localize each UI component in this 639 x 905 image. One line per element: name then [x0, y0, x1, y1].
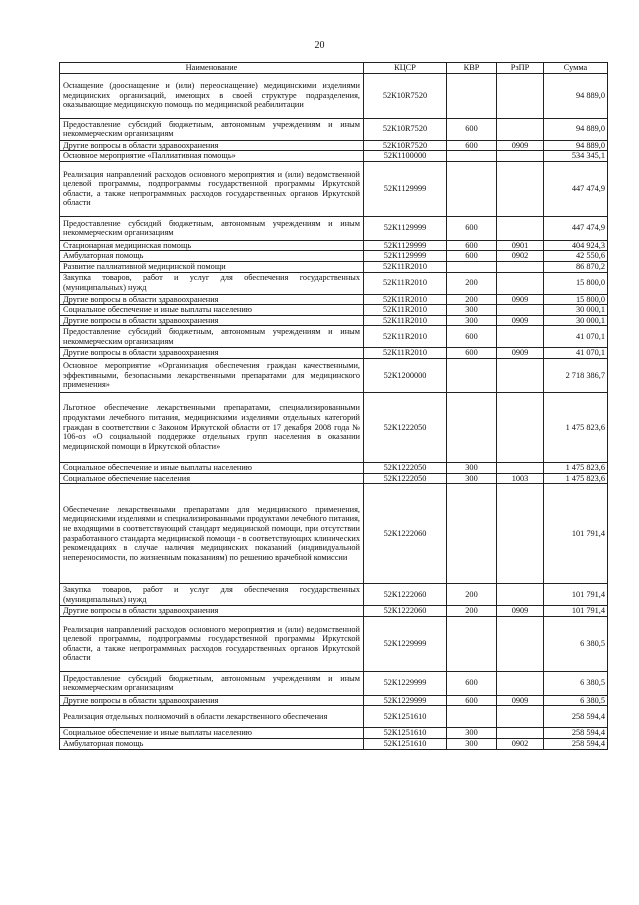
- row-kcsr: 52К1251610: [364, 738, 447, 749]
- table-row: [60, 118, 608, 140]
- table-row: [60, 695, 608, 706]
- row-sum: 447 474,9: [544, 216, 608, 240]
- header-kcsr: КЦСР: [364, 63, 447, 74]
- row-kcsr: 52К1129999: [364, 251, 447, 262]
- table-row: [60, 728, 608, 739]
- row-sum: 101 791,4: [544, 484, 608, 584]
- row-kcsr: 52К1129999: [364, 216, 447, 240]
- table-row: [60, 473, 608, 484]
- table-row: [60, 706, 608, 728]
- row-sum: 258 594,4: [544, 706, 608, 728]
- table-body: [60, 73, 608, 749]
- row-kvr: 200: [447, 294, 497, 305]
- row-kcsr: 52К1222050: [364, 473, 447, 484]
- row-kvr: [447, 392, 497, 462]
- table-row: [60, 358, 608, 392]
- row-kcsr: 52К10R7520: [364, 118, 447, 140]
- row-kvr: 600: [447, 251, 497, 262]
- row-name: Обеспечение лекарственными препаратами для медицинского применения, медицинскими изделиями и специализированными продуктами лечебного питания, не входящими в соответствующий стандарт медицинской помощи, при отсутствии разработанного стандарта медицинской помощи - в соответствующих клинических рекомендациях в случае наличия медицинских показаний (индивидуальной непереносимости, по жизненным показаниям) по решению врачебной комиссии: [60, 484, 364, 584]
- row-name: Предоставление субсидий бюджетным, автономным учреждениям и иным некоммерческим организациям: [60, 118, 364, 140]
- row-name: Социальное обеспечение и иные выплаты населению: [60, 728, 364, 739]
- row-name: Основное мероприятие «Паллиативная помощь»: [60, 151, 364, 162]
- row-sum: 1 475 823,6: [544, 462, 608, 473]
- header-kvr: КВР: [447, 63, 497, 74]
- row-rzpr: 0909: [497, 348, 544, 359]
- row-sum: 534 345,1: [544, 151, 608, 162]
- table-row: [60, 348, 608, 359]
- row-sum: 30 000,1: [544, 315, 608, 326]
- row-sum: 6 380,5: [544, 695, 608, 706]
- row-sum: 30 000,1: [544, 305, 608, 316]
- row-kcsr: 52К1229999: [364, 671, 447, 695]
- row-sum: 41 070,1: [544, 348, 608, 359]
- table-row: [60, 151, 608, 162]
- row-rzpr: [497, 118, 544, 140]
- table-row: [60, 240, 608, 251]
- row-kcsr: 52К1229999: [364, 695, 447, 706]
- table-row: [60, 305, 608, 316]
- table-row: [60, 616, 608, 671]
- row-kcsr: 52К1229999: [364, 616, 447, 671]
- row-kcsr: 52К11R2010: [364, 348, 447, 359]
- row-sum: 447 474,9: [544, 161, 608, 216]
- row-rzpr: [497, 326, 544, 348]
- row-kvr: 600: [447, 140, 497, 151]
- row-name: Другие вопросы в области здравоохранения: [60, 140, 364, 151]
- row-rzpr: 1003: [497, 473, 544, 484]
- row-kcsr: 52К1222060: [364, 484, 447, 584]
- row-kcsr: 52К11R2010: [364, 261, 447, 272]
- row-rzpr: 0909: [497, 294, 544, 305]
- header-rzpr: РзПР: [497, 63, 544, 74]
- table-row: [60, 392, 608, 462]
- table-row: [60, 294, 608, 305]
- row-name: Основное мероприятие «Организация обеспечения граждан качественными, эффективными, безопасными лекарственными препаратами для медицинского применения»: [60, 358, 364, 392]
- table-row: [60, 326, 608, 348]
- row-kvr: [447, 161, 497, 216]
- row-sum: 404 924,3: [544, 240, 608, 251]
- row-kvr: [447, 616, 497, 671]
- table-row: [60, 484, 608, 584]
- row-name: Реализация отдельных полномочий в области лекарственного обеспечения: [60, 706, 364, 728]
- row-kvr: [447, 706, 497, 728]
- page-number: 20: [314, 40, 325, 51]
- row-sum: 94 889,0: [544, 140, 608, 151]
- row-rzpr: [497, 73, 544, 118]
- row-name: Льготное обеспечение лекарственными препаратами, специализированными продуктами лечебного питания, медицинскими изделиями отдельных категорий граждан в соответствии с Законом Иркутской области от 17 декабря 2008 года № 106-оз «О социальной поддержке отдельных групп населения в оказании медицинской помощи в Иркутской области»: [60, 392, 364, 462]
- row-kvr: [447, 358, 497, 392]
- row-kvr: 300: [447, 462, 497, 473]
- row-kvr: 200: [447, 272, 497, 294]
- row-kcsr: 52К11R2010: [364, 305, 447, 316]
- header-name: Наименование: [60, 63, 364, 74]
- row-rzpr: 0902: [497, 251, 544, 262]
- row-kvr: 600: [447, 695, 497, 706]
- row-kcsr: 52К11R2010: [364, 326, 447, 348]
- row-kvr: 600: [447, 348, 497, 359]
- row-rzpr: [497, 584, 544, 606]
- row-kcsr: 52К1100000: [364, 151, 447, 162]
- row-name: Другие вопросы в области здравоохранения: [60, 294, 364, 305]
- row-kvr: 300: [447, 728, 497, 739]
- row-sum: 94 889,0: [544, 118, 608, 140]
- row-kvr: 300: [447, 473, 497, 484]
- row-name: Закупка товаров, работ и услуг для обеспечения государственных (муниципальных) нужд: [60, 584, 364, 606]
- row-name: Амбулаторная помощь: [60, 738, 364, 749]
- row-kcsr: 52К11R2010: [364, 294, 447, 305]
- row-kvr: 300: [447, 315, 497, 326]
- row-kcsr: 52К10R7520: [364, 73, 447, 118]
- row-sum: 258 594,4: [544, 738, 608, 749]
- row-rzpr: [497, 261, 544, 272]
- row-rzpr: [497, 272, 544, 294]
- row-name: Другие вопросы в области здравоохранения: [60, 695, 364, 706]
- table-row: [60, 671, 608, 695]
- row-kcsr: 52К1251610: [364, 728, 447, 739]
- table-row: [60, 140, 608, 151]
- row-kcsr: 52К10R7520: [364, 140, 447, 151]
- row-kcsr: 52К1222050: [364, 462, 447, 473]
- table-row: [60, 462, 608, 473]
- table-row: [60, 606, 608, 617]
- row-name: Предоставление субсидий бюджетным, автономным учреждениям и иным некоммерческим организациям: [60, 326, 364, 348]
- row-name: Реализация направлений расходов основного мероприятия и (или) ведомственной целевой программы, подпрограммы государственной программы Иркутской области, а также непрограммных расходов государственных органов Иркутской области: [60, 616, 364, 671]
- row-rzpr: 0909: [497, 606, 544, 617]
- row-name: Амбулаторная помощь: [60, 251, 364, 262]
- row-rzpr: [497, 484, 544, 584]
- row-rzpr: 0909: [497, 315, 544, 326]
- row-name: Предоставление субсидий бюджетным, автономным учреждениям и иным некоммерческим организациям: [60, 216, 364, 240]
- row-kcsr: 52К11R2010: [364, 272, 447, 294]
- row-kcsr: 52К1129999: [364, 240, 447, 251]
- row-kvr: [447, 151, 497, 162]
- row-sum: 1 475 823,6: [544, 392, 608, 462]
- row-name: Социальное обеспечение населения: [60, 473, 364, 484]
- row-rzpr: [497, 728, 544, 739]
- row-kvr: 200: [447, 584, 497, 606]
- row-kvr: 300: [447, 738, 497, 749]
- row-kcsr: 52К1222060: [364, 606, 447, 617]
- row-kvr: [447, 73, 497, 118]
- table-row: [60, 738, 608, 749]
- row-kcsr: 52К1222060: [364, 584, 447, 606]
- row-sum: 6 380,5: [544, 616, 608, 671]
- row-sum: 15 800,0: [544, 272, 608, 294]
- row-rzpr: [497, 358, 544, 392]
- row-sum: 94 889,0: [544, 73, 608, 118]
- row-kvr: 600: [447, 671, 497, 695]
- table-header-row: [60, 63, 608, 74]
- row-rzpr: 0909: [497, 695, 544, 706]
- row-kcsr: 52К1222050: [364, 392, 447, 462]
- row-rzpr: 0901: [497, 240, 544, 251]
- row-rzpr: 0909: [497, 140, 544, 151]
- row-kvr: [447, 484, 497, 584]
- budget-table: [59, 62, 608, 750]
- row-rzpr: [497, 216, 544, 240]
- row-sum: 258 594,4: [544, 728, 608, 739]
- table-row: [60, 261, 608, 272]
- row-rzpr: [497, 706, 544, 728]
- row-name: Реализация направлений расходов основного мероприятия и (или) ведомственной целевой программы, подпрограммы государственной программы Иркутской области, а также непрограммных расходов государственных органов Иркутской области: [60, 161, 364, 216]
- row-rzpr: [497, 392, 544, 462]
- row-rzpr: [497, 161, 544, 216]
- row-name: Другие вопросы в области здравоохранения: [60, 315, 364, 326]
- row-sum: 86 870,2: [544, 261, 608, 272]
- row-sum: 101 791,4: [544, 606, 608, 617]
- row-name: Развитие паллиативной медицинской помощи: [60, 261, 364, 272]
- row-rzpr: 0902: [497, 738, 544, 749]
- row-name: Стационарная медицинская помощь: [60, 240, 364, 251]
- row-sum: 15 800,0: [544, 294, 608, 305]
- header-sum: Сумма: [544, 63, 608, 74]
- row-rzpr: [497, 671, 544, 695]
- table-row: [60, 315, 608, 326]
- table-row: [60, 73, 608, 118]
- row-kvr: 600: [447, 216, 497, 240]
- table-row: [60, 216, 608, 240]
- table-row: [60, 251, 608, 262]
- row-kcsr: 52К1129999: [364, 161, 447, 216]
- row-rzpr: [497, 462, 544, 473]
- row-name: Закупка товаров, работ и услуг для обеспечения государственных (муниципальных) нужд: [60, 272, 364, 294]
- row-name: Социальное обеспечение и иные выплаты населению: [60, 305, 364, 316]
- row-rzpr: [497, 305, 544, 316]
- row-kcsr: 52К1200000: [364, 358, 447, 392]
- row-kcsr: 52К1251610: [364, 706, 447, 728]
- row-name: Другие вопросы в области здравоохранения: [60, 348, 364, 359]
- row-kcsr: 52К11R2010: [364, 315, 447, 326]
- table-row: [60, 161, 608, 216]
- row-sum: 6 380,5: [544, 671, 608, 695]
- row-kvr: 600: [447, 240, 497, 251]
- row-kvr: 600: [447, 326, 497, 348]
- row-name: Другие вопросы в области здравоохранения: [60, 606, 364, 617]
- table-row: [60, 584, 608, 606]
- row-sum: 42 550,6: [544, 251, 608, 262]
- row-sum: 101 791,4: [544, 584, 608, 606]
- row-name: Социальное обеспечение и иные выплаты населению: [60, 462, 364, 473]
- row-kvr: [447, 261, 497, 272]
- row-name: Предоставление субсидий бюджетным, автономным учреждениям и иным некоммерческим организациям: [60, 671, 364, 695]
- table-row: [60, 272, 608, 294]
- row-name: Оснащение (дооснащение и (или) переоснащение) медицинскими изделиями медицинских организаций, имеющих в своей структуре подразделения, оказывающие медицинскую помощь по медицинской реабилитации: [60, 73, 364, 118]
- row-rzpr: [497, 151, 544, 162]
- row-kvr: 300: [447, 305, 497, 316]
- row-sum: 1 475 823,6: [544, 473, 608, 484]
- row-kvr: 200: [447, 606, 497, 617]
- row-sum: 2 718 386,7: [544, 358, 608, 392]
- row-rzpr: [497, 616, 544, 671]
- row-kvr: 600: [447, 118, 497, 140]
- row-sum: 41 070,1: [544, 326, 608, 348]
